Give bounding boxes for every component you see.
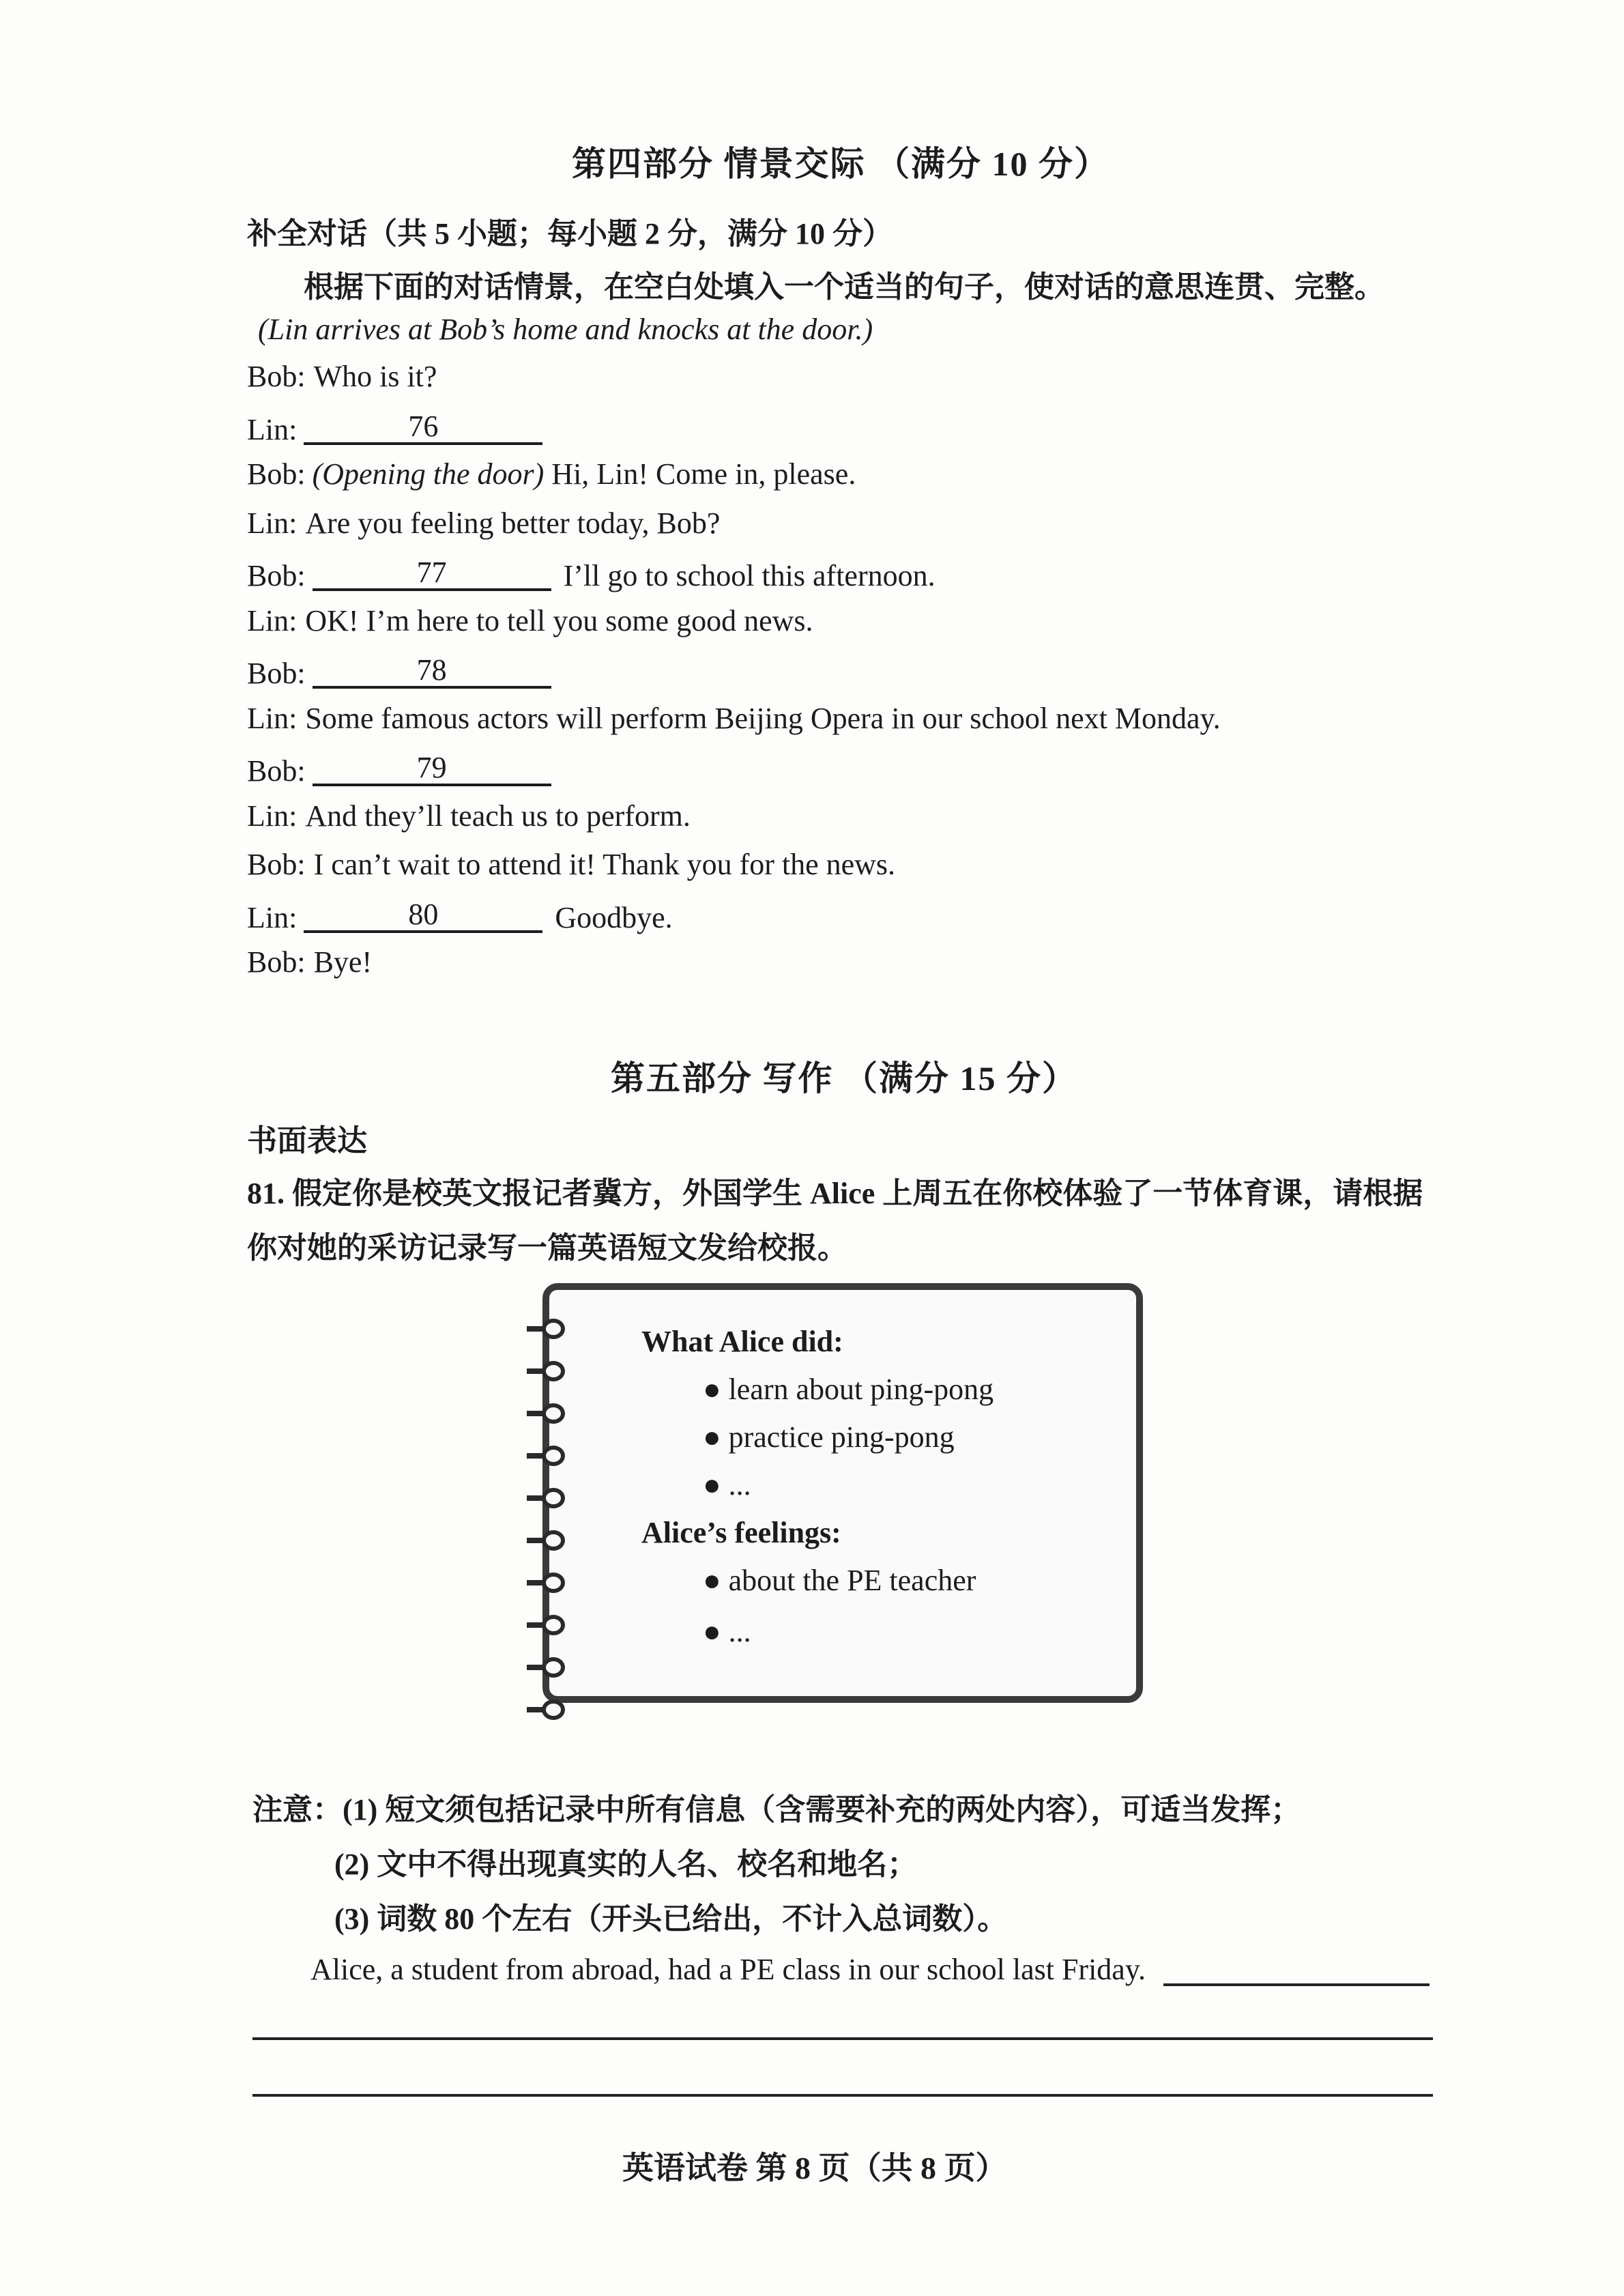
answer-blank-76[interactable]: 76 xyxy=(304,411,542,445)
spiral-ring-icon xyxy=(527,1403,569,1424)
speaker-label: Bob: xyxy=(247,559,306,592)
dialogue-text: I’ll go to school this afternoon. xyxy=(563,559,936,592)
part5-subheading: 书面表达 xyxy=(247,1124,367,1158)
dialogue-text: Goodbye. xyxy=(555,900,673,934)
notebook-item: ● practice ping-pong xyxy=(703,1420,955,1454)
dialogue-line xyxy=(247,362,437,392)
answer-blank-79[interactable]: 79 xyxy=(313,752,551,786)
spiral-ring-icon xyxy=(527,1488,569,1508)
dialogue-text: Bye! xyxy=(313,945,373,979)
answer-line[interactable] xyxy=(1163,1983,1430,1986)
part4-heading: 第四部分 情景交际 （满分 10 分） xyxy=(572,145,1110,183)
spiral-ring-icon xyxy=(527,1657,569,1678)
speaker-label: Bob: xyxy=(247,754,306,788)
notebook-item: ● ... xyxy=(703,1468,751,1502)
spiral-ring-icon xyxy=(527,1530,569,1551)
dialogue-text: Some famous actors will perform Beijing Opera in our school next Monday. xyxy=(305,701,1221,735)
speaker-label: Lin: xyxy=(247,603,298,637)
spiral-ring-icon xyxy=(527,1615,569,1635)
opening-sentence: Alice, a student from abroad, had a PE class in our school last Friday. xyxy=(310,1953,1146,1986)
dialogue-text: Hi, Lin! Come in, please. xyxy=(544,457,856,491)
notebook-item: ● learn about ping-pong xyxy=(703,1373,994,1406)
dialogue-line xyxy=(247,603,813,637)
speaker-label: Bob: xyxy=(247,360,306,393)
part5-heading: 第五部分 写作 （满分 15 分） xyxy=(611,1059,1077,1097)
note-3: (3) 词数 80 个左右（开头已给出，不计入总词数）。 xyxy=(334,1902,1008,1936)
dialogue-line xyxy=(247,508,720,539)
spiral-ring-icon xyxy=(527,1446,569,1466)
answer-blank-77[interactable]: 77 xyxy=(313,557,551,591)
answer-line[interactable] xyxy=(252,2037,1433,2040)
speaker-label: Bob: xyxy=(247,945,306,979)
question-81-line1: 81. 假定你是校英文报记者冀方，外国学生 Alice 上周五在你校体验了一节体育课，请根据 xyxy=(247,1177,1423,1210)
dialogue-text: I can’t wait to attend it! Thank you for the news. xyxy=(313,848,896,881)
dialogue-line xyxy=(247,752,564,786)
note-1: 注意：(1) 短文须包括记录中所有信息（含需要补充的两处内容），可适当发挥； xyxy=(252,1793,1301,1826)
page-footer: 英语试卷 第 8 页（共 8 页） xyxy=(622,2151,1007,2185)
spiral-ring-icon xyxy=(527,1699,569,1720)
dialogue-line xyxy=(247,947,372,977)
dialogue-line xyxy=(247,557,936,591)
scene-direction: (Lin arrives at Bob’s home and knocks at the door.) xyxy=(258,313,873,346)
dialogue-line xyxy=(247,899,673,933)
notebook-item: ● ... xyxy=(703,1615,751,1648)
speaker-label: Lin: xyxy=(247,701,298,735)
dialogue-line xyxy=(247,801,691,831)
dialogue-text: OK! I’m here to tell you some good news. xyxy=(305,603,813,637)
dialogue-text: And they’ll teach us to perform. xyxy=(305,799,691,833)
notebook-item: ● about the PE teacher xyxy=(703,1564,976,1597)
note-2: (2) 文中不得出现真实的人名、校名和地名； xyxy=(334,1848,918,1881)
part4-instruction: 根据下面的对话情景，在空白处填入一个适当的句子，使对话的意思连贯、完整。 xyxy=(304,270,1384,304)
speaker-label: Lin: xyxy=(247,506,298,540)
spiral-ring-icon xyxy=(527,1361,569,1381)
dialogue-line xyxy=(247,459,856,489)
speaker-label: Bob: xyxy=(247,848,306,881)
stage-direction: (Opening the door) xyxy=(312,457,545,491)
speaker-label: Lin: xyxy=(247,412,298,446)
speaker-label: Bob: xyxy=(247,457,306,491)
answer-blank-78[interactable]: 78 xyxy=(313,655,551,689)
dialogue-text: Who is it? xyxy=(313,360,437,393)
dialogue-line xyxy=(247,701,1221,735)
speaker-label: Bob: xyxy=(247,657,306,690)
question-81-line2: 你对她的采访记录写一篇英语短文发给校报。 xyxy=(247,1231,847,1265)
dialogue-line xyxy=(247,655,564,689)
spiral-ring-icon xyxy=(527,1319,569,1339)
part4-subheading: 补全对话（共 5 小题；每小题 2 分，满分 10 分） xyxy=(247,217,893,250)
dialogue-line xyxy=(247,411,555,445)
speaker-label: Lin: xyxy=(247,799,298,833)
dialogue-line xyxy=(247,850,895,880)
dialogue-text: Are you feeling better today, Bob? xyxy=(305,506,721,540)
answer-blank-80[interactable]: 80 xyxy=(304,899,542,933)
answer-line[interactable] xyxy=(252,2094,1433,2097)
speaker-label: Lin: xyxy=(247,900,298,934)
notebook-title-feelings: Alice’s feelings: xyxy=(641,1516,841,1549)
notebook-title-did: What Alice did: xyxy=(641,1325,843,1358)
spiral-ring-icon xyxy=(527,1573,569,1593)
